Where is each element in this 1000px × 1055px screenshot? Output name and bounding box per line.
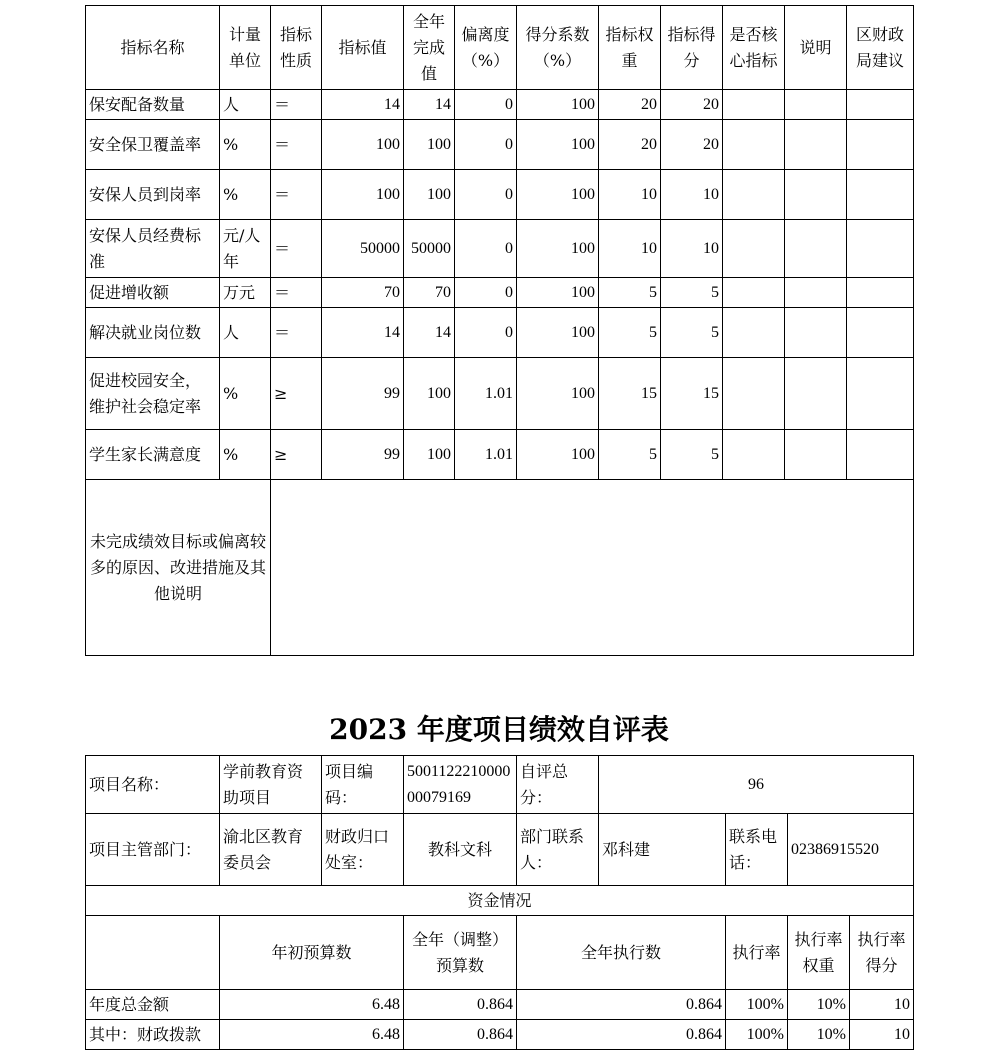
cell-weight: 5 [599,308,661,358]
cell-score-coefficient: 100 [517,278,599,308]
cell-score: 20 [661,90,723,120]
funds-row-label: 年度总金额 [86,990,220,1020]
header-score: 指标得分 [661,6,723,90]
cell-actual-value: 100 [404,120,455,170]
cell-actual-value: 100 [404,430,455,480]
funds-rate-weight: 10% [788,1020,850,1050]
funds-header-rate-weight: 执行率权重 [788,916,850,990]
cell-note [785,90,847,120]
cell-note [785,120,847,170]
page-title: 2023 年度项目绩效自评表 [329,713,669,746]
cell-target-value: 99 [322,358,404,430]
cell-note [785,170,847,220]
footer-value [271,480,914,656]
cell-finance-suggestion [847,278,914,308]
funds-header-blank [86,916,220,990]
funds-initial-budget: 6.48 [220,990,404,1020]
cell-actual-value: 70 [404,278,455,308]
cell-score: 5 [661,430,723,480]
cell-core-indicator [723,430,785,480]
funds-title: 资金情况 [86,886,914,916]
project-row-2 [86,814,914,886]
cell-unit: 人 [220,90,271,120]
cell-unit: % [220,358,271,430]
cell-unit: % [220,170,271,220]
header-unit: 计量单位 [220,6,271,90]
cell-core-indicator [723,90,785,120]
project-row-1 [86,756,914,814]
header-indicator-name: 指标名称 [86,6,220,90]
cell-score-coefficient: 100 [517,120,599,170]
cell-core-indicator [723,220,785,278]
cell-target-value: 70 [322,278,404,308]
indicator-footer-row [86,480,914,656]
cell-unit: 人 [220,308,271,358]
cell-target-value: 99 [322,430,404,480]
cell-score-coefficient: 100 [517,308,599,358]
cell-core-indicator [723,170,785,220]
indicator-row [86,430,914,480]
cell-score: 5 [661,278,723,308]
cell-unit: % [220,120,271,170]
funds-executed: 0.864 [517,1020,726,1050]
cell-core-indicator [723,358,785,430]
indicator-row [86,90,914,120]
funds-header-initial-budget: 年初预算数 [220,916,404,990]
contact: 邓科建 [599,814,726,886]
cell-core-indicator [723,308,785,358]
cell-nature: ＝ [271,90,322,120]
dept: 渝北区教育委员会 [220,814,322,886]
cell-weight: 20 [599,90,661,120]
cell-nature: ＝ [271,220,322,278]
header-actual-value: 全年完成值 [404,6,455,90]
indicator-row [86,220,914,278]
cell-unit: % [220,430,271,480]
cell-deviation: 0 [455,308,517,358]
header-score-coefficient: 得分系数（%） [517,6,599,90]
cell-note [785,430,847,480]
cell-indicator-name: 学生家长满意度 [86,430,220,480]
cell-actual-value: 100 [404,170,455,220]
cell-score: 5 [661,308,723,358]
funds-header-row [86,916,914,990]
cell-target-value: 100 [322,120,404,170]
funds-row [86,990,914,1020]
cell-deviation: 0 [455,278,517,308]
project-code-label: 项目编码： [322,756,404,814]
funds-header-exec-rate: 执行率 [726,916,788,990]
cell-deviation: 0 [455,120,517,170]
phone: 02386915520 [788,814,914,886]
cell-note [785,220,847,278]
cell-finance-suggestion [847,308,914,358]
indicator-row [86,278,914,308]
cell-nature: ≥ [271,430,322,480]
cell-actual-value: 14 [404,308,455,358]
cell-weight: 15 [599,358,661,430]
cell-target-value: 14 [322,90,404,120]
funds-adjusted-budget: 0.864 [404,990,517,1020]
cell-nature: ＝ [271,120,322,170]
contact-label: 部门联系人： [517,814,599,886]
project-code: 500112221000000079169 [404,756,517,814]
cell-nature: ≥ [271,358,322,430]
cell-indicator-name: 解决就业岗位数 [86,308,220,358]
header-nature: 指标性质 [271,6,322,90]
office-label: 财政归口处室： [322,814,404,886]
funds-exec-rate: 100% [726,1020,788,1050]
indicator-row [86,358,914,430]
cell-weight: 10 [599,170,661,220]
indicator-row [86,170,914,220]
header-core-indicator: 是否核心指标 [723,6,785,90]
office: 教科文科 [404,814,517,886]
cell-indicator-name: 促进增收额 [86,278,220,308]
cell-finance-suggestion [847,430,914,480]
cell-actual-value: 50000 [404,220,455,278]
cell-weight: 5 [599,430,661,480]
indicator-row [86,120,914,170]
indicator-table [85,5,914,656]
cell-target-value: 50000 [322,220,404,278]
funds-header-executed: 全年执行数 [517,916,726,990]
funds-exec-rate: 100% [726,990,788,1020]
project-name: 学前教育资助项目 [220,756,322,814]
cell-finance-suggestion [847,170,914,220]
cell-nature: ＝ [271,308,322,358]
cell-deviation: 0 [455,170,517,220]
cell-core-indicator [723,278,785,308]
cell-indicator-name: 安全保卫覆盖率 [86,120,220,170]
funds-rate-score: 10 [850,990,914,1020]
cell-target-value: 100 [322,170,404,220]
cell-core-indicator [723,120,785,170]
cell-actual-value: 100 [404,358,455,430]
funds-initial-budget: 6.48 [220,1020,404,1050]
cell-score: 20 [661,120,723,170]
cell-actual-value: 14 [404,90,455,120]
cell-nature: ＝ [271,278,322,308]
cell-score-coefficient: 100 [517,90,599,120]
cell-indicator-name: 保安配备数量 [86,90,220,120]
cell-deviation: 0 [455,90,517,120]
indicator-header-row [86,6,914,90]
cell-score: 10 [661,220,723,278]
funds-row [86,1020,914,1050]
project-info-table [85,755,914,1050]
funds-row-label: 其中：财政拨款 [86,1020,220,1050]
cell-score: 10 [661,170,723,220]
header-weight: 指标权重 [599,6,661,90]
cell-score-coefficient: 100 [517,358,599,430]
cell-score-coefficient: 100 [517,220,599,278]
cell-weight: 10 [599,220,661,278]
funds-header-adjusted-budget: 全年（调整）预算数 [404,916,517,990]
cell-unit: 元/人年 [220,220,271,278]
cell-score-coefficient: 100 [517,430,599,480]
cell-finance-suggestion [847,220,914,278]
cell-deviation: 1.01 [455,430,517,480]
header-note: 说明 [785,6,847,90]
indicator-row [86,308,914,358]
project-name-label: 项目名称： [86,756,220,814]
phone-label: 联系电话： [726,814,788,886]
total-score: 96 [599,756,914,814]
funds-title-row [86,886,914,916]
cell-note [785,308,847,358]
funds-executed: 0.864 [517,990,726,1020]
score-label: 自评总分： [517,756,599,814]
cell-finance-suggestion [847,120,914,170]
cell-indicator-name: 安保人员经费标准 [86,220,220,278]
dept-label: 项目主管部门： [86,814,220,886]
header-deviation: 偏离度（%） [455,6,517,90]
cell-indicator-name: 促进校园安全，维护社会稳定率 [86,358,220,430]
cell-weight: 5 [599,278,661,308]
footer-label: 未完成绩效目标或偏离较多的原因、改进措施及其他说明 [86,480,271,656]
cell-finance-suggestion [847,90,914,120]
cell-weight: 20 [599,120,661,170]
cell-unit: 万元 [220,278,271,308]
cell-deviation: 0 [455,220,517,278]
cell-deviation: 1.01 [455,358,517,430]
funds-header-rate-score: 执行率得分 [850,916,914,990]
cell-note [785,278,847,308]
cell-note [785,358,847,430]
header-finance-suggestion: 区财政局建议 [847,6,914,90]
funds-adjusted-budget: 0.864 [404,1020,517,1050]
cell-target-value: 14 [322,308,404,358]
cell-score: 15 [661,358,723,430]
header-target-value: 指标值 [322,6,404,90]
cell-nature: ＝ [271,170,322,220]
funds-rate-weight: 10% [788,990,850,1020]
funds-rate-score: 10 [850,1020,914,1050]
cell-indicator-name: 安保人员到岗率 [86,170,220,220]
cell-score-coefficient: 100 [517,170,599,220]
cell-finance-suggestion [847,358,914,430]
